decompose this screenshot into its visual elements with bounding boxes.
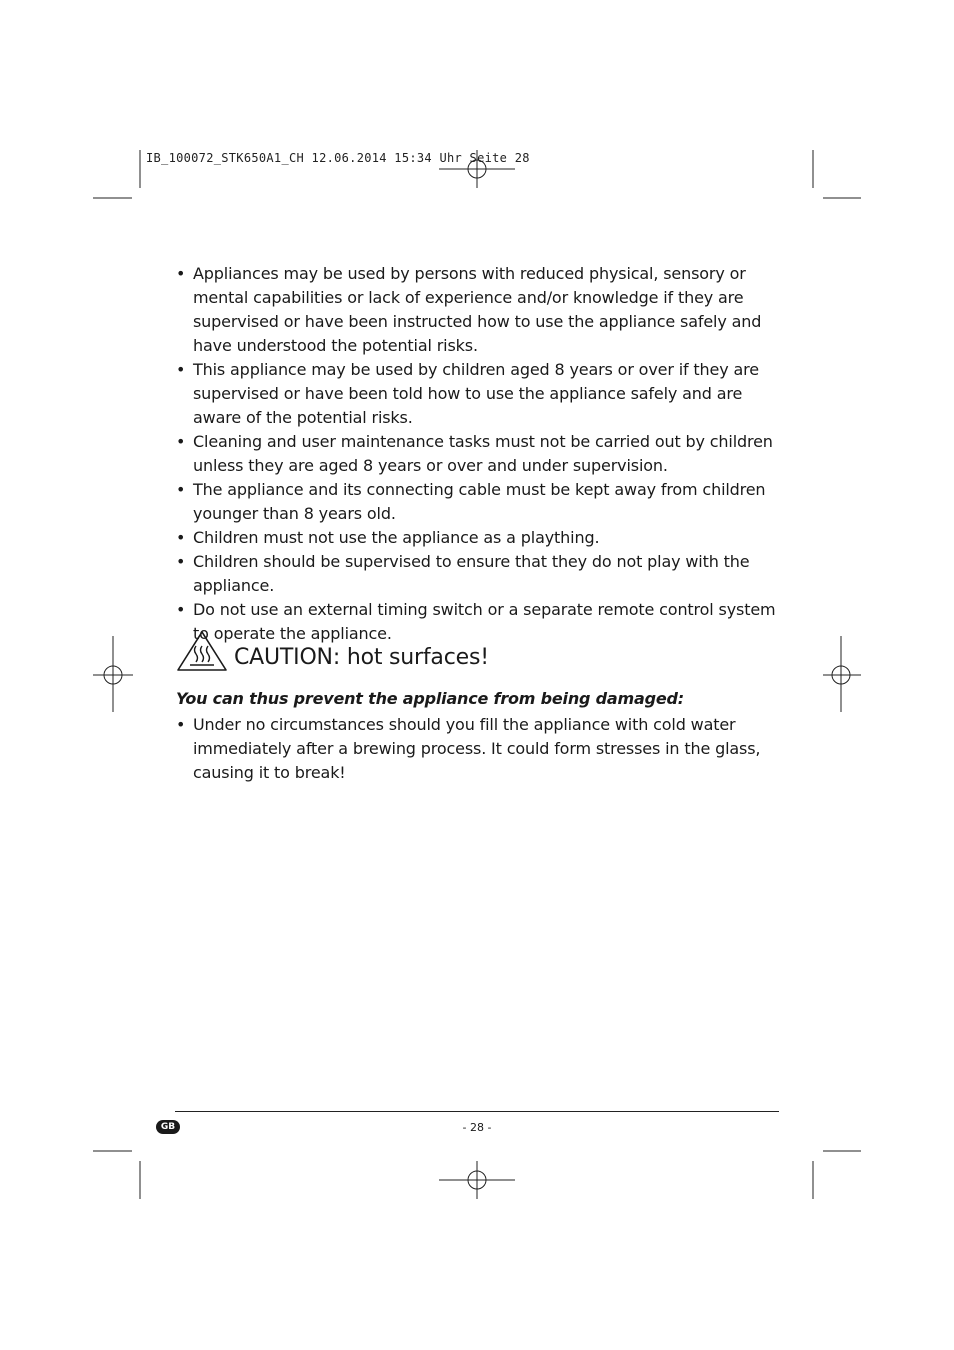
registration-mark-bottom (439, 1161, 515, 1199)
damage-prevention-heading: You can thus prevent the appliance from being damaged: (176, 689, 684, 708)
footer-divider (175, 1111, 779, 1112)
list-item: • Children should be supervised to ensure that they do not play with the appliance. (176, 550, 786, 598)
hot-surface-warning-icon (176, 630, 228, 672)
list-item: • Appliances may be used by persons with reduced physical, sensory or mental capabilities or lack of experience and/or knowledge if they are supervised or have been instructed how to use the appliance safely and have understood the potential risks. (176, 262, 786, 358)
list-item: • The appliance and its connecting cable must be kept away from children younger than 8 years old. (176, 478, 786, 526)
registration-mark-right (823, 636, 861, 712)
list-item: • Under no circumstances should you fill the appliance with cold water immediately after a brewing process. It could form stresses in the glass, causing it to break! (176, 713, 786, 785)
page-number: - 28 - (462, 1121, 492, 1134)
safety-list (176, 262, 786, 646)
list-item: • Cleaning and user maintenance tasks must not be carried out by children unless they are aged 8 years or over and under supervision. (176, 430, 786, 478)
language-badge: GB (156, 1120, 180, 1134)
list-item: • Do not use an external timing switch or a separate remote control system to operate the appliance. (176, 598, 786, 646)
damage-list (176, 713, 786, 785)
list-item: • This appliance may be used by children aged 8 years or over if they are supervised or have been told how to use the appliance safely and are aware of the potential risks. (176, 358, 786, 430)
list-item: • Children must not use the appliance as a plaything. (176, 526, 786, 550)
registration-mark-left (93, 636, 133, 712)
caution-heading: CAUTION: hot surfaces! (234, 645, 489, 670)
print-slug: IB_100072_STK650A1_CH 12.06.2014 15:34 Uhr Seite 28 (146, 151, 530, 165)
